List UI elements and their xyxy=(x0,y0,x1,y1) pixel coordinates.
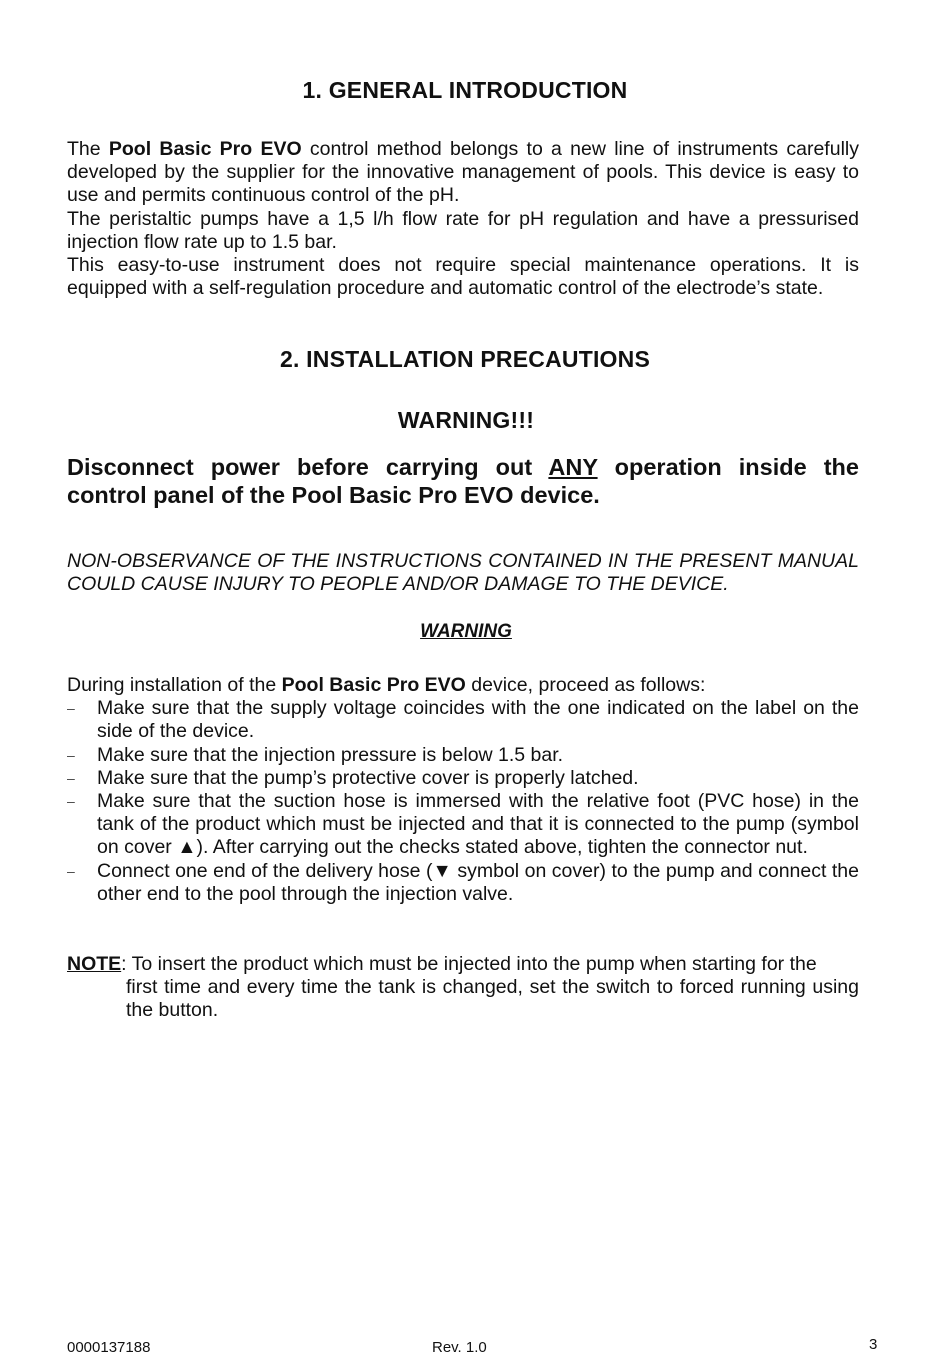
step-text: Connect one end of the delivery hose (▼ symbol on cover) to the pump and connect the other end to the pool through the injection valve. xyxy=(97,859,859,905)
dash-bullet: – xyxy=(67,793,75,810)
list-item xyxy=(67,744,859,767)
installation-intro-pre: During installation of the xyxy=(67,674,282,696)
intro-paragraph-3: This easy-to-use instrument does not require special maintenance operations. It is equipped with a self-regulation procedure and automatic control of the electrode’s state. xyxy=(67,254,859,300)
installation-steps-list xyxy=(67,697,859,906)
installation-intro-post: device, proceed as follows: xyxy=(465,674,706,696)
note-label: NOTE xyxy=(67,953,122,975)
page-number: 3 xyxy=(869,1336,878,1353)
installation-intro xyxy=(67,674,859,697)
section-1-heading: 1. GENERAL INTRODUCTION xyxy=(302,77,628,103)
section-2-heading: 2. INSTALLATION PRECAUTIONS xyxy=(280,346,650,372)
note-continued: first time and every time the tank is changed, set the switch to forced running using the button. xyxy=(126,976,859,1022)
intro-pre: The xyxy=(67,138,109,160)
dash-bullet: – xyxy=(67,746,75,763)
note-block xyxy=(67,953,859,1023)
power-warning-any: ANY xyxy=(548,454,598,480)
list-item xyxy=(67,790,859,860)
power-warning-post: operation inside the control panel of the Pool Basic Pro EVO device. xyxy=(67,454,859,508)
list-item xyxy=(67,697,859,743)
dash-bullet: – xyxy=(67,769,75,786)
power-warning xyxy=(67,453,859,509)
warning-subheading: WARNING xyxy=(420,621,512,642)
power-warning-pre: Disconnect power before carrying out xyxy=(67,454,549,480)
product-name: Pool Basic Pro EVO xyxy=(108,138,302,160)
list-item xyxy=(67,860,859,906)
step-text: Make sure that the injection pressure is below 1.5 bar. xyxy=(97,743,564,766)
intro-post: control method belongs to a new line of instruments carefully developed by the supplier for the innovative management of pools. This device is easy to use and permits continuous control of the pH. xyxy=(67,138,859,207)
step-text: Make sure that the supply voltage coincides with the one indicated on the label on the side of the device. xyxy=(97,697,859,743)
installation-steps-block xyxy=(67,674,859,906)
document-number: 0000137188 xyxy=(67,1339,151,1356)
general-introduction-text xyxy=(67,138,859,300)
step-text: Make sure that the pump’s protective cover is properly latched. xyxy=(97,766,639,789)
dash-bullet: – xyxy=(67,700,75,717)
list-item xyxy=(67,767,859,790)
non-observance-notice: NON-OBSERVANCE OF THE INSTRUCTIONS CONTAINED IN THE PRESENT MANUAL COULD CAUSE INJURY TO PEOPLE AND/OR DAMAGE TO THE DEVICE. xyxy=(67,550,859,596)
warning-title: WARNING!!! xyxy=(397,407,535,433)
intro-paragraph-2: The peristaltic pumps have a 1,5 l/h flow rate for pH regulation and have a pressurised injection flow rate up to 1.5 bar. xyxy=(67,207,859,253)
installation-product-name: Pool Basic Pro EVO xyxy=(281,674,466,696)
intro-paragraph-1 xyxy=(67,138,859,208)
dash-bullet: – xyxy=(67,862,75,879)
step-text: Make sure that the suction hose is immersed with the relative foot (PVC hose) in the tank of the product which must be injected and that it is connected to the pump (symbol on cover ▲). After carrying out the checks stated above, tighten the connector nut. xyxy=(97,790,859,859)
note-text: : To insert the product which must be injected into the pump when starting for the xyxy=(121,953,817,975)
revision-label: Rev. 1.0 xyxy=(432,1339,487,1356)
